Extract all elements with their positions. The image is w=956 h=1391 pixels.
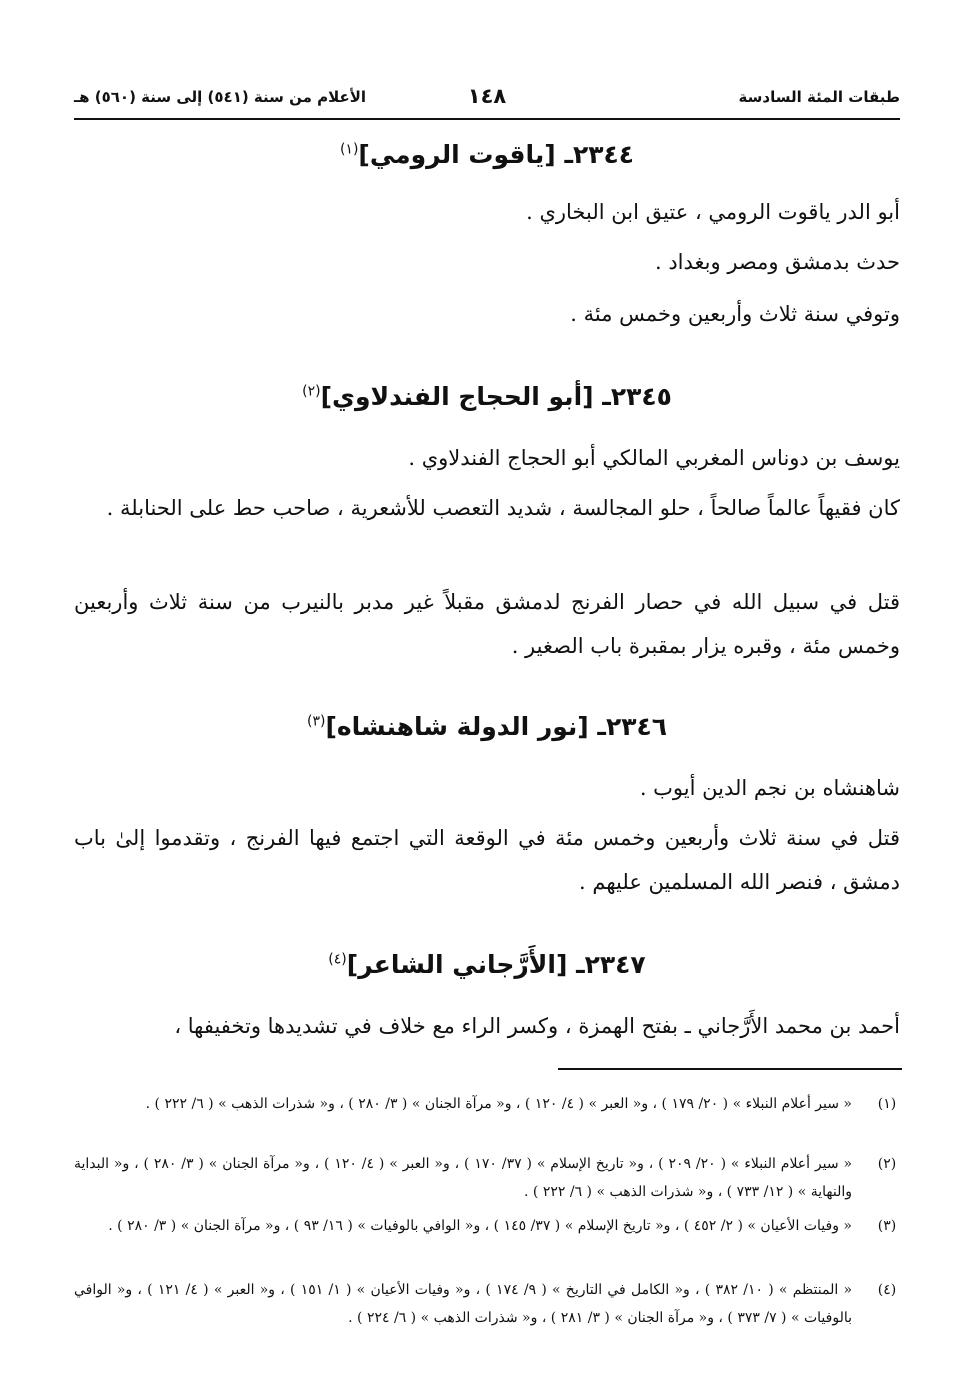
page-number: ١٤٨: [467, 84, 507, 108]
entry-title: [74, 140, 900, 169]
entry-title: [74, 950, 900, 979]
paragraph: يوسف بن دوناس المغربي المالكي أبو الحجاج الفندلاوي .: [408, 446, 900, 470]
footnote-number: (٢): [877, 1156, 897, 1172]
footnote-text: « سير أعلام النبلاء » ( ٢٠/ ٢٠٩ ) ، و« تاريخ الإسلام » ( ٣٧/ ١٧٠ ) ، و« العبر » ( ٤/ ١٢٠ ) ، و« مرآة الجنان » ( ٣/ ٢٨٠ ) ، و« البداية والنهاية » ( ١٢/ ٧٣٣ ) ، و« شذرات الذهب » ( ٦/ ٢٢٢ ) .: [74, 1156, 853, 1200]
footnote-ref[interactable]: (٣): [306, 713, 326, 730]
footnote: [74, 1090, 904, 1118]
footnote-ref[interactable]: (١): [339, 141, 359, 158]
paragraph: أحمد بن محمد الأَرَّجاني ـ بفتح الهمزة ، وكسر الراء مع خلاف في تشديدها وتخفيفها ،: [174, 1014, 900, 1038]
paragraph: وتوفي سنة ثلاث وأربعين وخمس مئة .: [570, 302, 900, 326]
paragraph: أبو الدر ياقوت الرومي ، عتيق ابن البخاري .: [526, 200, 900, 224]
footnote-ref[interactable]: (٢): [302, 383, 321, 400]
footnote-text: « وفيات الأعيان » ( ٢/ ٤٥٢ ) ، و« تاريخ الإسلام » ( ٣٧/ ١٤٥ ) ، و« الوافي بالوفيات » ( ١٦/ ٩٣ ) ، و« مرآة الجنان » ( ٣/ ٢٨٠ ) .: [108, 1218, 852, 1234]
footnote-number: (٣): [877, 1218, 897, 1234]
paragraph: حدث بدمشق ومصر وبغداد .: [654, 250, 900, 274]
footnote: [74, 1276, 904, 1332]
header-book-title: طبقات المئة السادسة: [738, 88, 900, 106]
footnote-number: (١): [877, 1096, 897, 1112]
footnote-text: « المنتظم » ( ١٠/ ٣٨٢ ) ، و« الكامل في التاريخ » ( ٩/ ١٧٤ ) ، و« وفيات الأعيان » ( ١/ ١٥١ ) ، و« العبر » ( ٤/ ١٢١ ) ، و« الوافي بالوفيات » ( ٧/ ٣٧٣ ) ، و« مرآة الجنان » ( ٣/ ٢٨١ ) ، و« شذرات الذهب » ( ٦/ ٢٢٤ ) .: [74, 1282, 853, 1326]
entry-title-text: ٢٣٤٧ـ [الأَرَّجاني الشاعر]: [346, 950, 646, 979]
entry-title-text: ٢٣٤٥ـ [أبو الحجاج الفندلاوي]: [320, 382, 672, 411]
footnote-divider: [558, 1068, 902, 1070]
footnote: [74, 1150, 904, 1206]
entry-title-text: ٢٣٤٦ـ [نور الدولة شاهنشاه]: [325, 712, 668, 741]
footnote-number: (٤): [877, 1282, 897, 1298]
footnote-text: « سير أعلام النبلاء » ( ٢٠/ ١٧٩ ) ، و« العبر » ( ٤/ ١٢٠ ) ، و« مرآة الجنان » ( ٣/ ٢٨٠ ) ، و« شذرات الذهب » ( ٦/ ٢٢٢ ) .: [145, 1096, 852, 1112]
footnote-ref[interactable]: (٤): [328, 951, 347, 968]
entry-title: [74, 382, 900, 411]
paragraph: قتل في سنة ثلاث وأربعين وخمس مئة في الوقعة التي اجتمع فيها الفرنج ، وتقدموا إلىٰ باب دمشق ، فنصر الله المسلمين عليهم .: [74, 826, 900, 894]
header-range: الأعلام من سنة (٥٤١) إلى سنة (٥٦٠) هـ: [74, 88, 367, 106]
entry-title-text: ٢٣٤٤ـ [ياقوت الرومي]: [358, 140, 635, 169]
paragraph: قتل في سبيل الله في حصار الفرنج لدمشق مقبلاً غير مدبر بالنيرب من سنة ثلاث وأربعين وخمس مئة ، وقبره يزار بمقبرة باب الصغير .: [74, 590, 900, 658]
entry-title: [74, 712, 900, 741]
footnote: [74, 1212, 904, 1240]
paragraph: كان فقيهاً عالماً صالحاً ، حلو المجالسة ، شديد التعصب للأشعرية ، صاحب حط على الحنابلة .: [106, 496, 900, 520]
header-divider: [74, 118, 900, 120]
paragraph: شاهنشاه بن نجم الدين أيوب .: [639, 776, 900, 800]
running-header: [74, 84, 900, 114]
